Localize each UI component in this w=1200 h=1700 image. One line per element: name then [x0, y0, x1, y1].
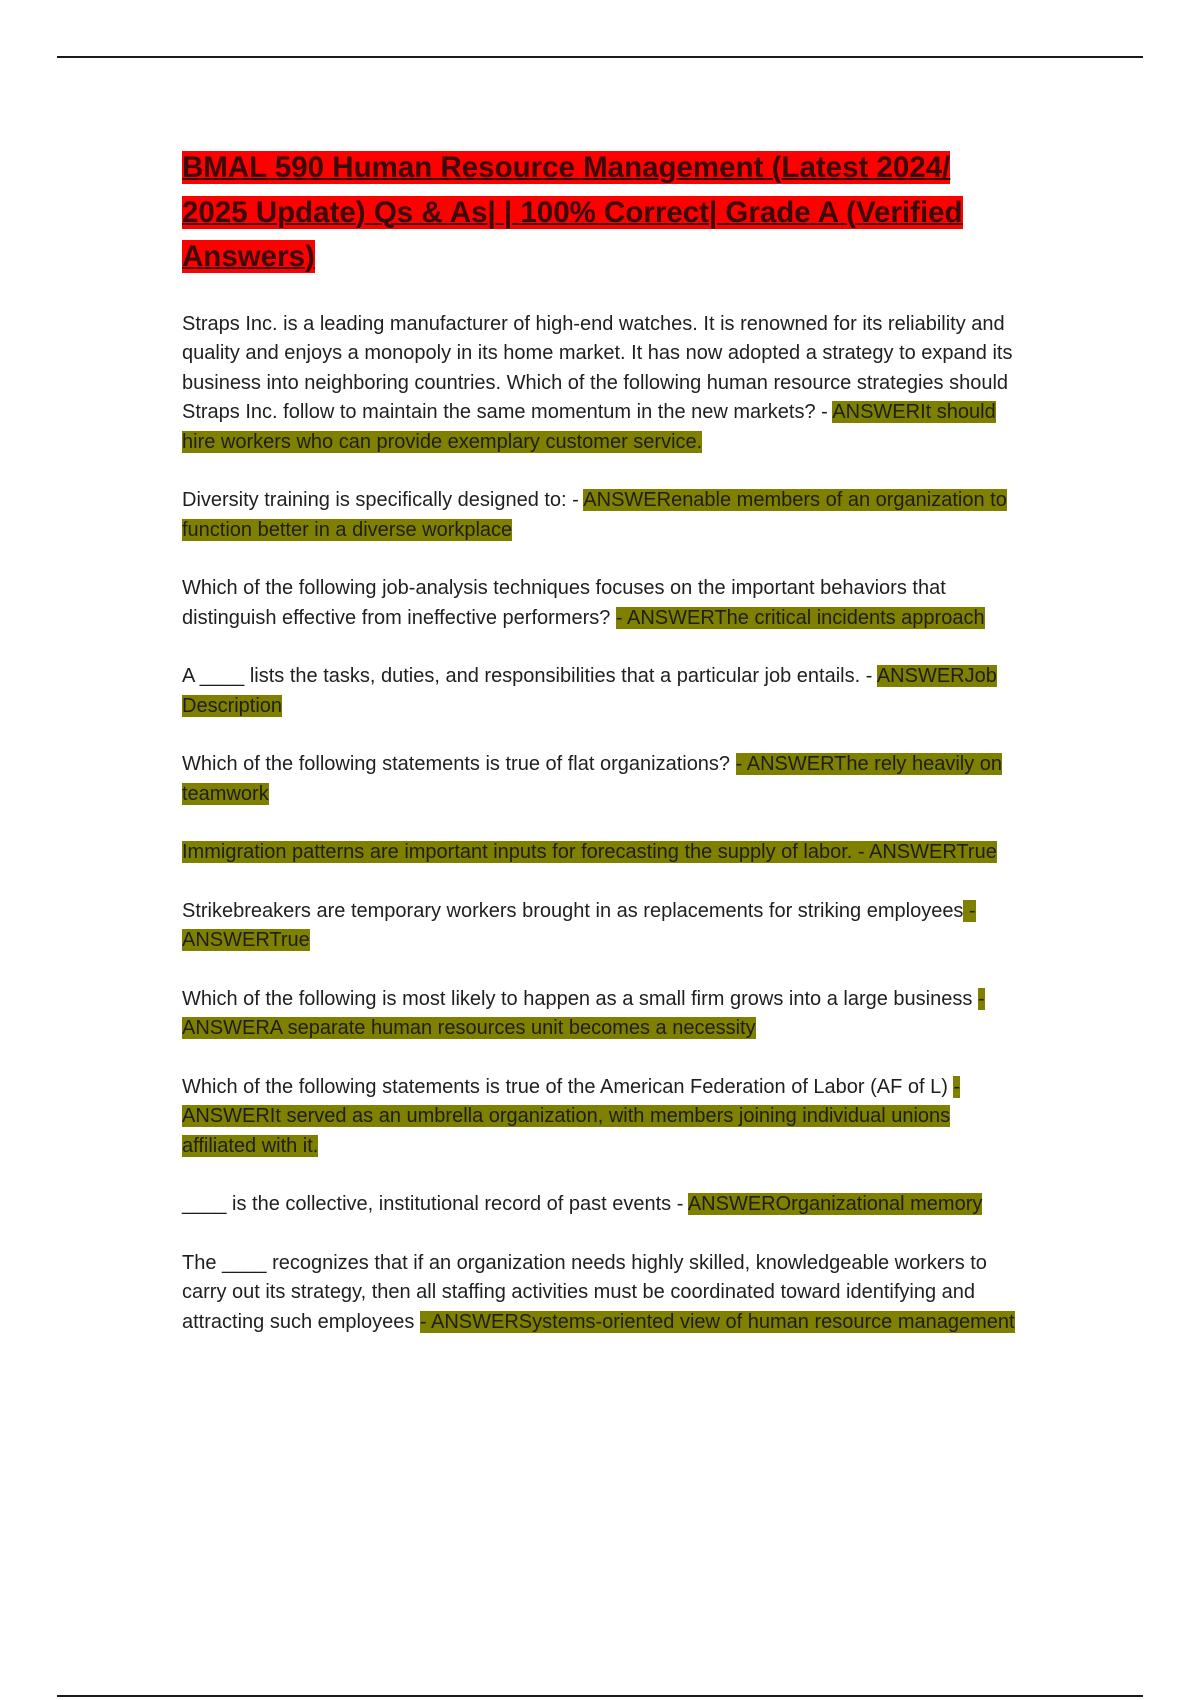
qa-item-5 [182, 750, 1022, 809]
answer-text: - ANSWERIt served as an umbrella organization, with members joining individual unions affiliated with it. [182, 1075, 961, 1157]
answer-text: Immigration patterns are important inputs for forecasting the supply of labor. - ANSWERTrue [182, 841, 997, 863]
document-title [182, 146, 1022, 280]
question-text: Which of the following job-analysis techniques focuses on the important behaviors that distinguish effective from ineffective performers? [182, 577, 946, 629]
answer-text: ANSWEROrganizational memory [687, 1193, 983, 1215]
qa-item-9 [182, 1073, 1022, 1162]
answer-text: - ANSWERA separate human resources unit becomes a necessity [182, 987, 985, 1039]
qa-item-7 [182, 897, 1022, 956]
answer-text: - ANSWERThe rely heavily on teamwork [182, 753, 1003, 805]
qa-item-2 [182, 486, 1022, 545]
qa-item-3 [182, 574, 1022, 633]
question-text: Which of the following statements is true of flat organizations? [182, 753, 736, 775]
question-text: Which of the following statements is true of the American Federation of Labor (AF of L) [182, 1075, 954, 1098]
answer-text: - ANSWERTrue [182, 899, 976, 951]
qa-item-6 [182, 838, 1022, 868]
qa-item-10 [182, 1190, 1022, 1220]
qa-item-4 [182, 662, 1022, 721]
answer-text: - ANSWERSystems-oriented view of human resource management [419, 1310, 1015, 1333]
top-rule [57, 56, 1143, 58]
question-text: Which of the following is most likely to happen as a small firm grows into a large business [182, 987, 978, 1010]
answer-text: ANSWERJob Description [182, 665, 997, 717]
bottom-rule [57, 1695, 1143, 1697]
question-text: Straps Inc. is a leading manufacturer of high-end watches. It is renowned for its reliability and quality and enjoys a monopoly in its home market. It has now adopted a strategy to expand its business into neighboring countries. Which of the following human resource strategies should Straps Inc. follow to maintain the same momentum in the new markets? - [182, 312, 1013, 423]
question-text: ____ is the collective, institutional record of past events - [182, 1193, 688, 1215]
question-text: Strikebreakers are temporary workers brought in as replacements for striking employees [182, 899, 964, 922]
document-title-text: BMAL 590 Human Resource Management (Latest 2024/ 2025 Update) Qs & As| | 100% Correct| Grade A (Verified Answers) [182, 151, 963, 273]
qa-item-1 [182, 310, 1022, 458]
answer-text: ANSWERIt should hire workers who can provide exemplary customer service. [182, 401, 996, 453]
answer-text: - ANSWERThe critical incidents approach [615, 606, 985, 629]
question-text: Diversity training is specifically designed to: - [182, 489, 584, 511]
qa-item-11 [182, 1249, 1022, 1338]
question-text: The ____ recognizes that if an organization needs highly skilled, knowledgeable workers to carry out its strategy, then all staffing activities must be coordinated toward identifying and attracting such employees [182, 1251, 987, 1333]
question-text: A ____ lists the tasks, duties, and responsibilities that a particular job entails. - [182, 665, 877, 687]
answer-text: ANSWERenable members of an organization to function better in a diverse workplace [182, 489, 1007, 541]
qa-item-8 [182, 985, 1022, 1044]
document-body [182, 146, 1022, 1366]
